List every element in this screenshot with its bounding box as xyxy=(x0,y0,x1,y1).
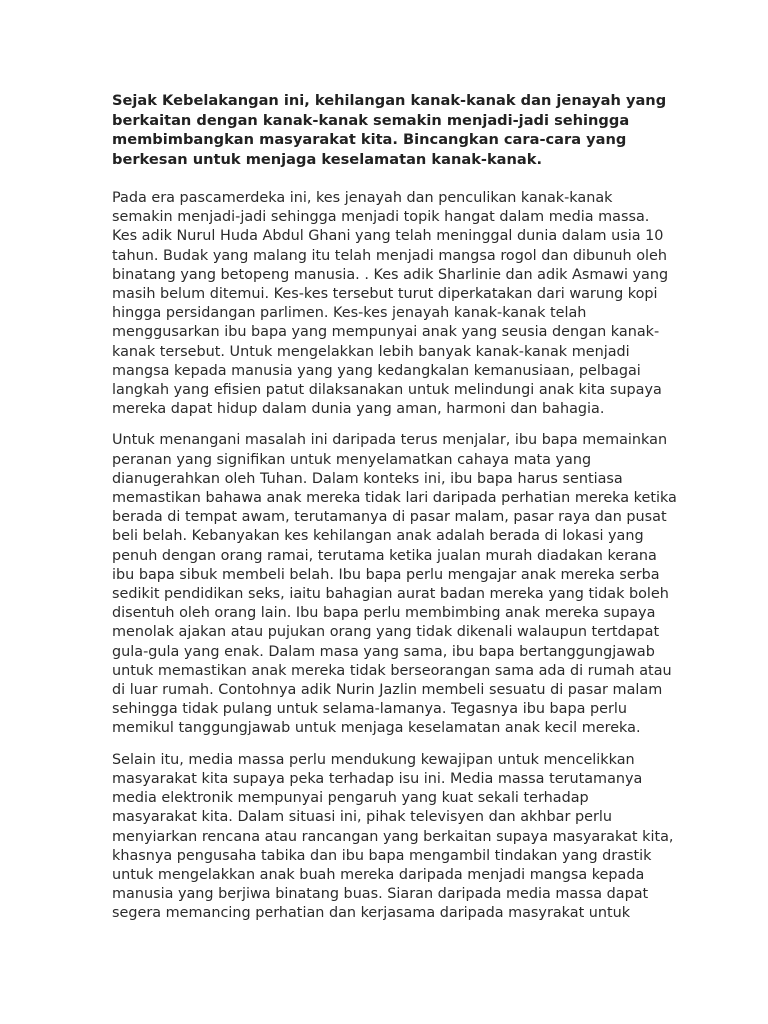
text-line: Untuk menangani masalah ini daripada terus menjalar, ibu bapa memainkan xyxy=(112,432,668,449)
text-line: penuh dengan orang ramai, terutama ketika jualan murah diadakan kerana xyxy=(112,547,657,564)
essay-title xyxy=(112,91,667,169)
title-line: membimbangkan masyarakat kita. Bincangkan cara-cara yang xyxy=(112,131,627,148)
text-line: peranan yang signifikan untuk menyelamatkan cahaya mata yang xyxy=(112,451,592,468)
title-line: Sejak Kebelakangan ini, kehilangan kanak-kanak dan jenayah yang xyxy=(112,92,667,109)
text-line: langkah yang efisien patut dilaksanakan untuk melindungi anak kita supaya xyxy=(112,382,662,399)
text-line: di luar rumah. Contohnya adik Nurin Jazlin membeli sesuatu di pasar malam xyxy=(112,682,663,699)
text-line: sedikit pendidikan seks, iaitu bahagian aurat badan mereka yang tidak boleh xyxy=(112,586,669,603)
text-line: disentuh oleh orang lain. Ibu bapa perlu membimbing anak mereka supaya xyxy=(112,605,656,622)
text-line: kanak tersebut. Untuk mengelakkan lebih banyak kanak-kanak menjadi xyxy=(112,343,630,360)
text-line: gula-gula yang enak. Dalam masa yang sama, ibu bapa bertanggungjawab xyxy=(112,643,655,660)
paragraph-parents-role xyxy=(112,431,677,738)
title-line: berkesan untuk menjaga keselamatan kanak-kanak. xyxy=(112,150,542,168)
text-line: manusia yang berjiwa binatang buas. Siaran daripada media massa dapat xyxy=(112,886,649,903)
text-line: beli belah. Kebanyakan kes kehilangan anak adalah berada di lokasi yang xyxy=(112,528,644,545)
document-page xyxy=(112,91,677,936)
text-line: sehingga tidak pulang untuk selama-lamanya. Tegasnya ibu bapa perlu xyxy=(112,701,628,718)
text-line: menyiarkan rencana atau rancangan yang berkaitan supaya masyarakat kita, xyxy=(112,828,674,845)
text-line: hingga persidangan parlimen. Kes-kes jenayah kanak-kanak telah xyxy=(112,305,587,322)
text-line: masyarakat kita. Dalam situasi ini, pihak televisyen dan akhbar perlu xyxy=(112,809,612,826)
text-line: memikul tanggungjawab untuk menjaga keselamatan anak kecil mereka. xyxy=(112,720,641,737)
paragraph-introduction xyxy=(112,189,669,419)
text-line: mereka dapat hidup dalam dunia yang aman, harmoni dan bahagia. xyxy=(112,401,605,418)
text-line: untuk mengelakkan anak buah mereka daripada menjadi mangsa kepada xyxy=(112,866,645,883)
text-line: menolak ajakan atau pujukan orang yang tidak dikenali walaupun tertdapat xyxy=(112,624,660,641)
text-line: binatang yang betopeng manusia. . Kes adik Sharlinie dan adik Asmawi yang xyxy=(112,266,669,283)
text-line: tahun. Budak yang malang itu telah menjadi mangsa rogol dan dibunuh oleh xyxy=(112,247,667,264)
text-line: dianugerahkan oleh Tuhan. Dalam konteks ini, ibu bapa harus sentiasa xyxy=(112,470,623,487)
text-line: memastikan bahawa anak mereka tidak lari daripada perhatian mereka ketika xyxy=(112,490,677,507)
text-line: mangsa kepada manusia yang yang kedangkalan kemanusiaan, pelbagai xyxy=(112,362,641,379)
text-line: ibu bapa sibuk membeli belah. Ibu bapa perlu mengajar anak mereka serba xyxy=(112,566,660,583)
text-line: khasnya pengusaha tabika dan ibu bapa mengambil tindakan yang drastik xyxy=(112,847,652,864)
text-line: semakin menjadi-jadi sehingga menjadi topik hangat dalam media massa. xyxy=(112,209,650,226)
title-line: berkaitan dengan kanak-kanak semakin menjadi-jadi sehingga xyxy=(112,111,630,129)
text-line: menggusarkan ibu bapa yang mempunyai anak yang seusia dengan kanak- xyxy=(112,324,660,341)
text-line: masyarakat kita supaya peka terhadap isu ini. Media massa terutamanya xyxy=(112,770,643,787)
text-line: berada di tempat awam, terutamanya di pasar malam, pasar raya dan pusat xyxy=(112,509,667,526)
text-line: Selain itu, media massa perlu mendukung kewajipan untuk mencelikkan xyxy=(112,751,635,768)
text-line: media elektronik mempunyai pengaruh yang kuat sekali terhadap xyxy=(112,790,589,807)
text-line: Kes adik Nurul Huda Abdul Ghani yang telah meninggal dunia dalam usia 10 xyxy=(112,228,664,245)
text-line: untuk memastikan anak mereka tidak berseorangan sama ada di rumah atau xyxy=(112,662,672,679)
paragraph-mass-media xyxy=(112,751,674,924)
text-line: segera memancing perhatian dan kerjasama daripada masyrakat untuk xyxy=(112,905,631,922)
text-line: masih belum ditemui. Kes-kes tersebut turut diperkatakan dari warung kopi xyxy=(112,286,658,303)
text-line: Pada era pascamerdeka ini, kes jenayah dan penculikan kanak-kanak xyxy=(112,190,613,206)
